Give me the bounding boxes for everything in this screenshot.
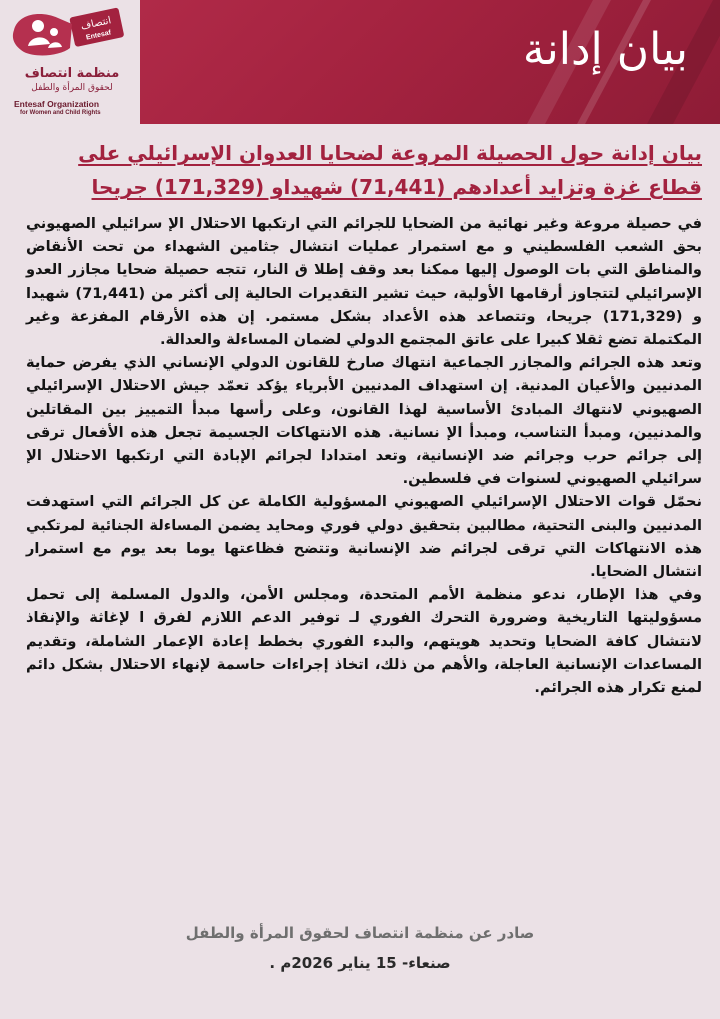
logo-badge-ar: انتصاف xyxy=(79,15,113,33)
date-line: صنعاء- 15 يناير 2026م . xyxy=(269,954,451,972)
statement-headline xyxy=(52,136,702,204)
headline-line-1: بيان إدانة حول الحصيلة المروعة لضحايا العدوان الإسرائيلي على xyxy=(78,141,702,165)
logo-name-en: Entesaf Organization xyxy=(14,99,100,109)
logo-subtitle-ar: لحقوق المرأة والطفل xyxy=(31,83,113,93)
statement-footer xyxy=(150,918,570,978)
body-paragraph: في حصيلة مروعة وغير نهائية من الضحايا للجرائم التي ارتكبها الاحتلال الإ سرائيلي الصهيوني بحق الشعب الفلسطيني و مع استمرار عمليات انتشال جثامين الشهداء من تحت الأنقاض والمناطق التي بات الوصول إليها ممكنا بعد وقف إطلا ق النار، تتجه حصيلة ضحايا مجازر العدو الإسرائيلي لتتجاوز أرقامها الأولية، حيث تشير التقديرات الحالية إلى أكثر من (71,441) شهيدا و (171,329) جريحا، وتتصاعد هذه الأعداد بشكل مستمر. إن هذه الأرقام المفزعة وغير المكتملة تضع ثقلا كبيرا على عاتق المجتمع الدولي لضمان المساءلة والعدالة. xyxy=(26,215,702,349)
logo-badge-en: Entesaf xyxy=(85,29,112,42)
logo-name-ar: منظمة انتصاف xyxy=(24,66,120,81)
issuer-line: صادر عن منظمة انتصاف لحقوق المرأة والطفل xyxy=(185,924,535,942)
body-paragraph: نحمّل قوات الاحتلال الإسرائيلي الصهيوني المسؤولية الكاملة عن كل الجرائم التي استهدفت المدنيين والبنى التحتية، مطالبين بتحقيق دولي فوري ومحايد يضمن المساءلة الجنائية لمرتكبي هذه الانتهاكات التي ترقى لجرائم ضد الإنسانية وتتضح فظاعتها يوما بعد يوم مع استمرار انتشال الضحايا. xyxy=(26,493,702,581)
statement-body xyxy=(26,212,702,699)
body-paragraph: وفي هذا الإطار، ندعو منظمة الأمم المتحدة، ومجلس الأمن، والدول المسلمة إلى تحمل مسؤوليتها التاريخية وضرورة التحرك الفوري لـ توفير الدعم اللازم لفرق ا لإغاثة والإنقاذ لانتشال كافة الضحايا وتحديد هويتهم، والبدء الفوري بخطط إعادة الإعمار الشاملة، وتقديم المساعدات الإنسانية العاجلة، والأهم من ذلك، اتخاذ إجراءات حاسمة لإنهاء الاحتلال بشكل دائم لمنع تكرار هذه الجرائم. xyxy=(26,586,702,697)
headline-line-2: قطاع غزة وتزايد أعدادهم (71,441) شهيداو (171,329) جريحا xyxy=(91,175,702,199)
banner-title: بيان إدانة xyxy=(522,24,688,75)
logo-emblem-icon xyxy=(0,0,140,70)
organization-logo xyxy=(0,0,140,130)
header-banner xyxy=(140,0,720,124)
logo-subtitle-en: for Women and Child Rights xyxy=(20,110,101,116)
body-paragraph: وتعد هذه الجرائم والمجازر الجماعية انتهاك صارخ للقانون الدولي الإنساني الذي يفرض حماية المدنيين والأعيان المدنية. إن استهداف المدنيين الأبرياء يؤكد تعمّد جيش الاحتلال الإسرائيلي الصهيوني لانتهاك المبادئ الأساسية لهذا القانون، وعلى رأسها مبدأ التمييز بين المقاتلين والمدنيين، ومبدأ التناسب، ومبدأ الإ نسانية. هذه الانتهاكات الجسيمة تجعل هذه الأفعال ترقى إلى جرائم حرب وجرائم ضد الإنسانية، وتعد امتدادا لجرائم الإبادة التي ارتكبها الاحتلال الإ سرائيلي الصهيوني لسنوات في فلسطين. xyxy=(26,354,702,488)
